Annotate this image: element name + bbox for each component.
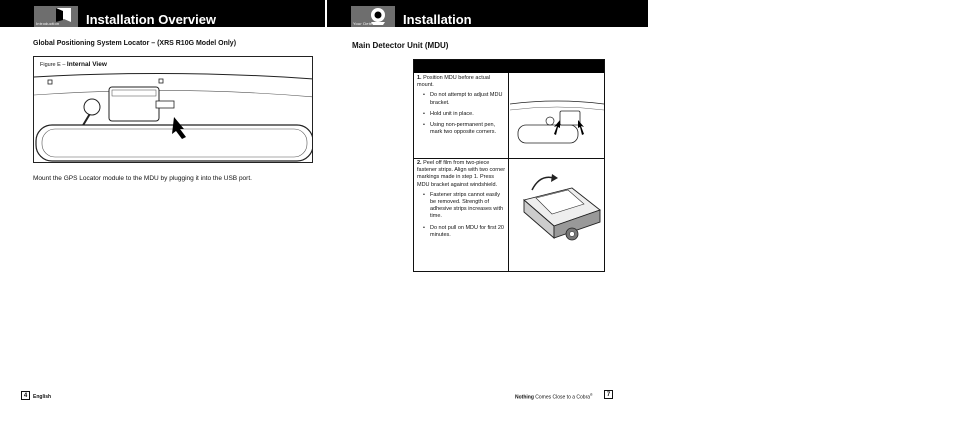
page-number-right: 7 [604, 390, 613, 399]
gps-subheading: Global Positioning System Locator – (XRS R10G Model Only) [33, 40, 237, 47]
step-2-illustration [510, 160, 604, 270]
mdu-bracket-illustration [510, 160, 604, 270]
footer-language: English [33, 394, 52, 400]
gps-instruction: Mount the GPS Locator module to the MDU by plugging it into the USB port. [33, 175, 252, 182]
installation-steps-table [413, 59, 605, 272]
figure-label: Figure E – Internal View [40, 61, 107, 68]
section-badge-label: Your Detector [353, 21, 380, 26]
row-divider [414, 158, 604, 159]
page-title: Installation Overview [86, 12, 217, 27]
footer-tagline: Nothing Comes Close to a Cobra® [515, 393, 593, 401]
section-badge-label: Introduction [36, 21, 60, 26]
list-item: • Hold unit in place. [430, 111, 507, 118]
column-divider [508, 73, 509, 271]
mdu-position-illustration [510, 74, 604, 158]
step-1-text: 1. Position MDU before actual mount. • Do not attempt to adjust MDU bracket. • Hold unit in place. • Using non-permanent pen, mark two opposite corners. [417, 75, 507, 140]
page-title: Installation [403, 12, 472, 27]
page-number-left: 4 [21, 391, 30, 400]
step-2-text: 2. Peel off film from two-piece fastener strips. Align with two corner markings made in step 1. Press MDU bracket against windshield. • Fastener strips cannot easily be removed. Strength of adhesive strips increases with time. • Do not pull on MDU for first 20 minutes. [417, 160, 507, 243]
mdu-subheading: Main Detector Unit (MDU) [352, 41, 449, 50]
list-item: • Using non-permanent pen, mark two opposite corners. [430, 122, 507, 136]
step-1-illustration [510, 74, 604, 158]
windshield-illustration [34, 57, 313, 163]
table-header-bar [414, 60, 604, 73]
list-item: • Do not pull on MDU for first 20 minutes. [430, 225, 507, 239]
figure-e-internal-view [33, 56, 313, 163]
list-item: • Fastener strips cannot easily be removed. Strength of adhesive strips increases with time. [430, 192, 507, 221]
your-detector-badge [351, 6, 395, 27]
list-item: • Do not attempt to adjust MDU bracket. [430, 92, 507, 106]
introduction-badge [34, 6, 78, 27]
